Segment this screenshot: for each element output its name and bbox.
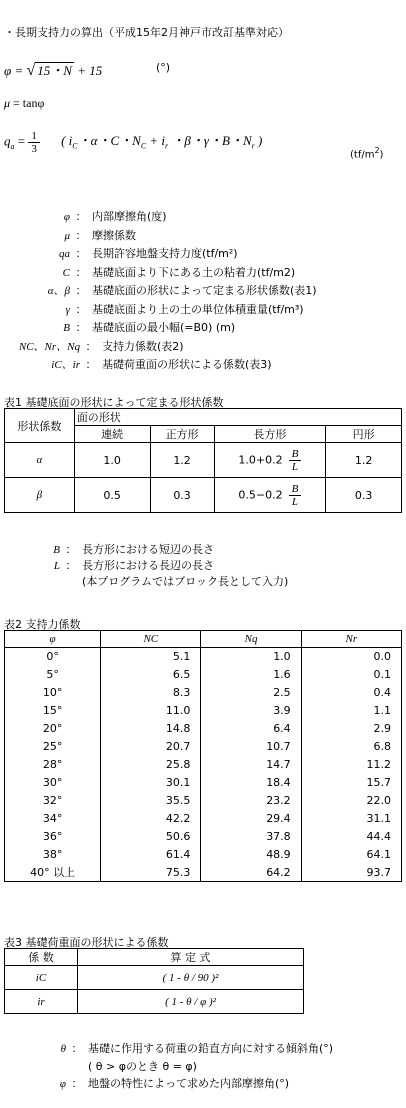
definition-symbol: μ <box>64 229 70 242</box>
definition-text: 基礎底面の最小幅(=B0) (m) <box>92 321 236 334</box>
definition-list <box>0 208 317 375</box>
table1-title: 表1 基礎底面の形状によって定まる形状係数 <box>4 396 224 409</box>
colon: ： <box>85 339 97 353</box>
table2-cell: 0.1 <box>301 666 401 684</box>
table2-col-header: Nq <box>201 631 301 648</box>
table2-cell: 40° 以上 <box>5 864 101 882</box>
qa-body-part: ・β・γ・B・N <box>168 133 252 149</box>
table2-cell: 64.1 <box>301 846 401 864</box>
table2-row <box>5 774 402 792</box>
definition-symbol: φ <box>63 211 70 223</box>
phi-symbol: φ <box>4 63 12 78</box>
definition-item <box>0 227 317 246</box>
table1-row <box>5 478 402 513</box>
colon: ： <box>75 210 87 223</box>
note-item <box>0 574 288 590</box>
table3-symbol: iC <box>5 966 78 990</box>
note-item <box>0 1058 333 1075</box>
table1-col-header: 長方形 <box>214 426 326 443</box>
table2-cell: 1.0 <box>201 648 301 666</box>
qa-symbol: q <box>4 133 11 149</box>
table2-cell: 25° <box>5 738 101 756</box>
colon: ： <box>75 228 87 242</box>
table3-header-coef: 係 数 <box>5 949 78 966</box>
table2-cell: 1.6 <box>201 666 301 684</box>
note-text: 地盤の特性によって求めた内部摩擦角(°) <box>88 1077 290 1090</box>
table2-row <box>5 738 402 756</box>
colon: ： <box>71 1077 83 1090</box>
qa-unit-sup: 2 <box>374 146 380 155</box>
table2-cell: 8.3 <box>101 684 201 702</box>
definition-symbol: NC、Nr、Nq <box>18 340 80 353</box>
definition-item <box>0 245 317 264</box>
one-third-fraction <box>28 130 40 155</box>
table2-cell: 0.0 <box>301 648 401 666</box>
qa-formula <box>4 130 262 155</box>
note-text: 基礎に作用する荷重の鉛直方向に対する傾斜角(°) <box>88 1042 334 1055</box>
table1-col-header: 円形 <box>326 426 402 443</box>
table2-header-row <box>5 631 402 648</box>
table1-header-shape: 面の形状 <box>74 409 401 426</box>
table2-cell: 11.2 <box>301 756 401 774</box>
table2-cell: 29.4 <box>201 810 301 828</box>
table2-col-header: φ <box>5 631 101 648</box>
table3-formula: ( 1 - θ / 90 )² <box>78 966 304 990</box>
colon: ： <box>85 358 97 371</box>
note-symbol: L <box>53 560 60 572</box>
note-item <box>0 542 288 558</box>
table2-row <box>5 720 402 738</box>
definition-item <box>0 282 317 301</box>
table2-cell: 5.1 <box>101 648 201 666</box>
qa-body-sub: r <box>251 142 255 152</box>
table3-row <box>5 966 304 990</box>
note-text: ( θ > φのとき θ = φ) <box>88 1060 197 1073</box>
table2-row <box>5 810 402 828</box>
table2-cell: 30.1 <box>101 774 201 792</box>
b-over-l-fraction <box>289 448 302 473</box>
colon: ： <box>75 302 87 316</box>
table2-cell: 34° <box>5 810 101 828</box>
table2-row <box>5 864 402 882</box>
definition-symbol: B <box>63 322 70 334</box>
table1-cell-text: 0.5−0.2 <box>238 488 283 501</box>
table3-header-row <box>5 949 304 966</box>
qa-body-sub: C <box>72 142 78 152</box>
table2 <box>4 630 402 882</box>
definition-text: 内部摩擦角(度) <box>92 210 167 223</box>
phi-constant: + 15 <box>73 63 103 78</box>
mu-symbol: μ <box>4 96 11 110</box>
table2-cell: 2.5 <box>201 684 301 702</box>
qa-unit <box>350 146 383 160</box>
definition-item <box>0 301 317 320</box>
qa-body-sub: C <box>140 142 147 152</box>
definition-symbol: qa <box>59 248 70 260</box>
table2-cell: 48.9 <box>201 846 301 864</box>
table2-cell: 20.7 <box>101 738 201 756</box>
table2-cell: 44.4 <box>301 828 401 846</box>
table2-cell: 93.7 <box>301 864 401 882</box>
sqrt-icon: √ <box>26 62 36 79</box>
table1-row-label: β <box>5 478 75 513</box>
table1-cell-text: 1.0+0.2 <box>238 453 283 466</box>
definition-symbol: iC、ir <box>51 359 80 371</box>
definition-item <box>0 208 317 227</box>
definition-text: 基礎底面より下にある土の粘着力(tf/m2) <box>92 265 296 279</box>
fraction-denominator: L <box>291 460 299 473</box>
colon: ： <box>75 321 87 334</box>
definition-item <box>0 319 317 338</box>
table2-cell: 10.7 <box>201 738 301 756</box>
table1-cell <box>214 443 326 478</box>
fraction-numerator: B <box>289 483 302 496</box>
table2-row <box>5 702 402 720</box>
table2-cell: 0.4 <box>301 684 401 702</box>
table2-row <box>5 756 402 774</box>
table2-cell: 15.7 <box>301 774 401 792</box>
qa-body-part: ・α・C・N <box>77 133 141 149</box>
equals-sign: = <box>14 133 29 149</box>
table2-cell: 25.8 <box>101 756 201 774</box>
note-text: 長方形における短辺の長さ <box>82 543 214 556</box>
table3-header-formula: 算 定 式 <box>78 949 304 966</box>
table2-title: 表2 支持力係数 <box>4 618 81 631</box>
table2-cell: 64.2 <box>201 864 301 882</box>
table2-row <box>5 846 402 864</box>
table1-header-coef: 形状係数 <box>5 409 75 443</box>
table2-cell: 6.8 <box>301 738 401 756</box>
qa-subscript: a <box>10 142 15 152</box>
mu-expression: = tanφ <box>10 96 45 110</box>
fraction-denominator: L <box>291 495 299 508</box>
definition-item <box>0 356 317 375</box>
mu-formula <box>4 96 44 111</box>
table1-cell: 0.3 <box>326 478 402 513</box>
table2-cell: 14.8 <box>101 720 201 738</box>
table2-cell: 2.9 <box>301 720 401 738</box>
table2-cell: 36° <box>5 828 101 846</box>
table1-cell: 1.2 <box>150 443 214 478</box>
definition-text: 基礎底面の形状によって定まる形状係数(表1) <box>92 284 317 297</box>
fraction-numerator: 1 <box>28 130 40 143</box>
colon: ： <box>75 284 87 297</box>
table1-cell: 0.3 <box>150 478 214 513</box>
equals-sign: = <box>11 63 27 78</box>
table2-row <box>5 828 402 846</box>
qa-body-part: ) <box>254 133 263 149</box>
table2-cell: 0° <box>5 648 101 666</box>
table2-cell: 5° <box>5 666 101 684</box>
fraction-denominator: 3 <box>31 143 37 155</box>
table2-cell: 6.4 <box>201 720 301 738</box>
table2-cell: 22.0 <box>301 792 401 810</box>
note-item <box>0 1040 333 1058</box>
table3-title: 表3 基礎荷重面の形状による係数 <box>4 936 169 949</box>
qa-unit-text: ) <box>379 149 384 161</box>
table1-row <box>5 443 402 478</box>
table2-cell: 10° <box>5 684 101 702</box>
note-item <box>0 558 288 574</box>
table3-formula: ( 1 - θ / φ )² <box>78 990 304 1014</box>
table2-cell: 20° <box>5 720 101 738</box>
table1-cell: 1.0 <box>74 443 150 478</box>
definition-text: 基礎荷重面の形状による係数(表3) <box>102 358 272 371</box>
table2-row <box>5 792 402 810</box>
table2-cell: 18.4 <box>201 774 301 792</box>
phi-formula <box>4 60 102 80</box>
colon: ： <box>75 247 87 260</box>
definition-symbol: γ <box>65 303 70 316</box>
table1-col-header: 連続 <box>74 426 150 443</box>
table2-cell: 28° <box>5 756 101 774</box>
table2-col-header: NC <box>101 631 201 648</box>
table2-cell: 50.6 <box>101 828 201 846</box>
note-symbol: θ <box>60 1043 66 1055</box>
definition-item <box>0 264 317 283</box>
table2-row <box>5 648 402 666</box>
table2-cell: 15° <box>5 702 101 720</box>
table3-symbol: ir <box>5 990 78 1014</box>
note-item <box>0 1075 333 1093</box>
table2-row <box>5 666 402 684</box>
table1-notes <box>0 542 288 590</box>
phi-unit: (°) <box>156 61 171 74</box>
colon: ： <box>65 543 77 556</box>
table2-cell: 32° <box>5 792 101 810</box>
definition-symbol: C <box>62 266 70 279</box>
table2-cell: 3.9 <box>201 702 301 720</box>
table2-cell: 11.0 <box>101 702 201 720</box>
colon: ： <box>71 1042 83 1055</box>
definition-text: 基礎底面より上の土の単位体積重量(tf/m³) <box>92 302 304 316</box>
b-over-l-fraction <box>289 483 302 508</box>
table2-cell: 14.7 <box>201 756 301 774</box>
table1-col-header: 正方形 <box>150 426 214 443</box>
note-text: 長方形における長辺の長さ <box>82 559 214 572</box>
table2-cell: 42.2 <box>101 810 201 828</box>
qa-body <box>61 133 263 152</box>
qa-body-sub: r <box>165 142 169 152</box>
table2-cell: 38° <box>5 846 101 864</box>
table2-cell: 75.3 <box>101 864 201 882</box>
table2-cell: 31.1 <box>301 810 401 828</box>
fraction-numerator: B <box>289 448 302 461</box>
table2-cell: 35.5 <box>101 792 201 810</box>
table2-row <box>5 684 402 702</box>
table1 <box>4 408 402 513</box>
table2-cell: 61.4 <box>101 846 201 864</box>
table1-cell: 0.5 <box>74 478 150 513</box>
table3-row <box>5 990 304 1014</box>
definition-symbol: α、β <box>47 285 70 297</box>
qa-unit-text: (tf/m <box>350 149 375 161</box>
qa-body-part: ( i <box>61 133 73 149</box>
definition-text: 支持力係数(表2) <box>102 339 184 353</box>
table2-cell: 30° <box>5 774 101 792</box>
table1-row-label: α <box>5 443 75 478</box>
note-text: (本プログラムではブロック長として入力) <box>82 575 289 588</box>
table2-cell: 23.2 <box>201 792 301 810</box>
note-symbol: B <box>53 544 60 556</box>
definition-text: 摩擦係数 <box>92 228 136 242</box>
page-title: ・長期支持力の算出（平成15年2月神戸市改訂基準対応） <box>4 26 289 39</box>
colon: ： <box>65 559 77 572</box>
table1-cell <box>214 478 326 513</box>
table3 <box>4 948 304 1014</box>
table2-col-header: Nr <box>301 631 401 648</box>
qa-body-part: + i <box>146 133 166 149</box>
definition-item <box>0 338 317 357</box>
definition-text: 長期許容地盤支持力度(tf/m²) <box>92 247 238 260</box>
table2-cell: 6.5 <box>101 666 201 684</box>
table2-cell: 1.1 <box>301 702 401 720</box>
table1-cell: 1.2 <box>326 443 402 478</box>
table3-notes <box>0 1040 333 1093</box>
note-symbol: φ <box>59 1078 66 1090</box>
phi-radicand: 15・N <box>37 63 72 78</box>
colon: ： <box>75 265 87 279</box>
table2-cell: 37.8 <box>201 828 301 846</box>
